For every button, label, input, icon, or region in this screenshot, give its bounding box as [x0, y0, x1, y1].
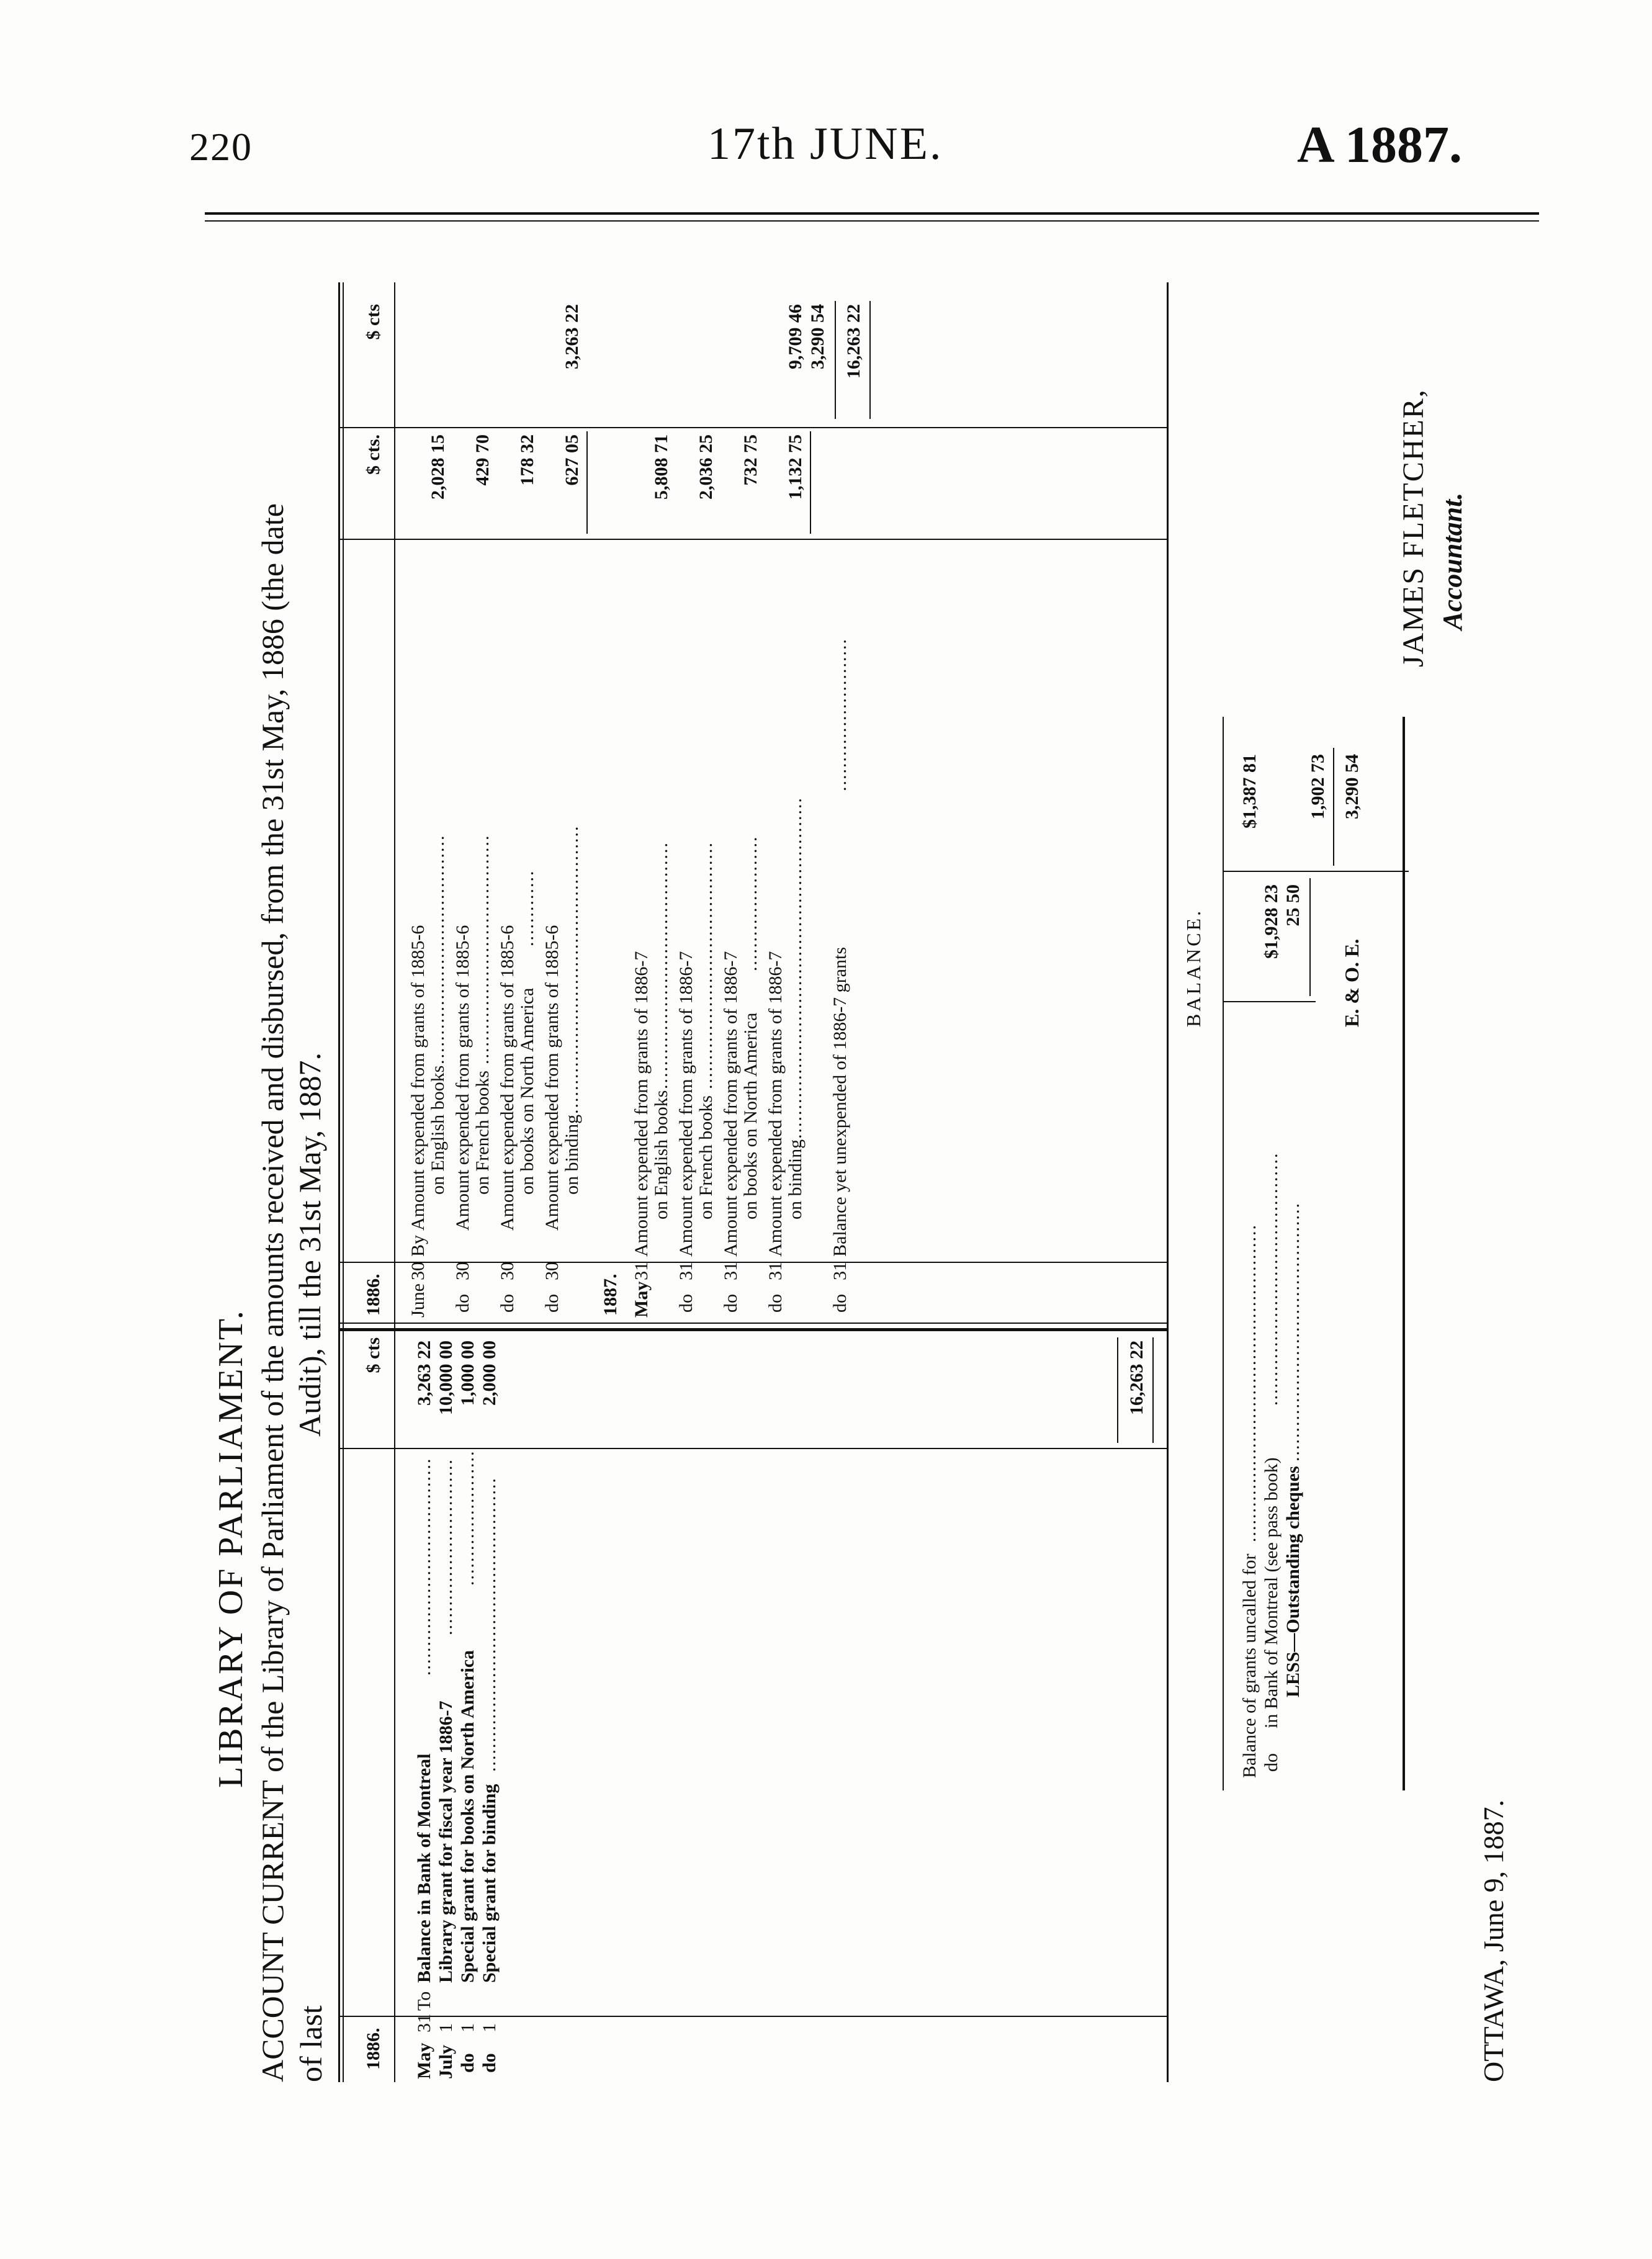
balance-inner-amount: $1,928 23	[1261, 884, 1282, 959]
leader-dots: .............	[517, 869, 537, 946]
row-amount: 1,132 75	[785, 434, 806, 500]
balance-bottom-rule	[1403, 717, 1405, 1790]
disbursements-total: 16,263 22	[843, 304, 864, 379]
center-double-line	[338, 1328, 1167, 1331]
receipts-amount-header: $ cts	[363, 1337, 384, 1373]
row-description: Balance yet unexpended of 1886-7 grants	[830, 947, 850, 1257]
leader-dots: ..........................................................	[785, 797, 806, 1139]
signature-name: JAMES FLETCHER,	[1397, 388, 1430, 667]
row-description: Library grant for fiscal year 1886-7	[436, 1700, 456, 1983]
row-description: Balance in Bank of Montreal	[414, 1753, 434, 1983]
dateline-place: OTTAWA,	[1478, 1959, 1509, 2082]
subtitle-text: of the Library of Parliament of the amounts received and disbursed, from the 31st May, 1886 (the date of last	[255, 503, 328, 2082]
row-day: 1	[436, 2023, 456, 2032]
row-amount: 2,036 25	[696, 434, 716, 500]
row-line2: on binding	[785, 1139, 806, 1219]
row-month: do	[542, 1294, 562, 1313]
session-label: A 1887.	[1297, 116, 1463, 174]
balance-col-line	[1223, 1001, 1316, 1002]
row-month: do	[457, 2053, 478, 2073]
row-day: 31	[765, 1262, 786, 1280]
row-day: 30	[408, 1262, 428, 1280]
account-table	[338, 282, 1170, 2082]
leader-dots: .......................................	[428, 834, 448, 1064]
row-line1: Amount expended from grants of 1885-6	[408, 925, 428, 1231]
row-month: do	[452, 1294, 473, 1313]
balance-label: LESS—Outstanding cheques	[1283, 1466, 1303, 1697]
row-day: 1	[457, 2023, 478, 2032]
row-line2: on French books	[472, 1071, 493, 1195]
balance-col-line	[1223, 871, 1409, 872]
total-rule	[1152, 1337, 1154, 1443]
row-line2: on books on North America	[517, 987, 537, 1195]
row-month: do	[830, 1294, 850, 1313]
subtitle-line2: Audit), till the 31st May, 1887.	[292, 1053, 327, 1437]
row-day: 1	[479, 2023, 500, 2032]
leader-dots: ............................................	[1283, 1202, 1303, 1462]
row-month: July	[436, 2044, 456, 2079]
row-line2: on French books	[696, 1095, 716, 1219]
row-line1: Amount expended from grants of 1885-6	[542, 925, 562, 1231]
page-date: 17th JUNE.	[707, 119, 943, 169]
group1-total: 3,263 22	[562, 304, 582, 369]
balance-table	[1223, 487, 1446, 1790]
subtotal-rule	[810, 431, 811, 534]
balance-title: BALANCE.	[1182, 908, 1205, 1027]
subtitle-lead: ACCOUNT CURRENT	[255, 1780, 290, 2082]
row-amount: 3,290 54	[807, 304, 828, 369]
row-amount: 429 70	[472, 434, 493, 486]
col-line	[338, 427, 1167, 428]
total-rule	[869, 301, 871, 419]
row-amount: 2,028 15	[428, 434, 448, 500]
receipts-year-header: 1886.	[363, 2028, 384, 2070]
leader-dots: ..........................................	[696, 842, 716, 1089]
balance-label: in Bank of Montreal (see pass book)	[1261, 1457, 1282, 1728]
row-line2: on English books	[428, 1065, 448, 1195]
row-line2: on binding	[562, 1114, 582, 1195]
col-line	[338, 2016, 1167, 2017]
leader-dots: ......................................................	[1239, 1224, 1260, 1542]
page-number: 220	[189, 125, 253, 169]
row-month: do	[765, 1294, 786, 1313]
row-day: 30	[452, 1262, 473, 1280]
disbursements-amount-header-1: $ cts.	[363, 434, 384, 475]
row-description: Special grant for books on North America	[457, 1650, 478, 1983]
total-rule	[1117, 1337, 1118, 1443]
row-month: May	[631, 1281, 652, 1318]
center-double-line	[338, 1323, 1167, 1324]
row-day: 31	[414, 2014, 434, 2032]
row-month: do	[497, 1294, 518, 1313]
group2-total: 9,709 46	[785, 304, 806, 369]
balance-inner-amount: 25 50	[1283, 884, 1303, 927]
rotated-account-page	[205, 230, 1539, 2082]
row-line2: on books on North America	[740, 1012, 761, 1219]
row-month: do	[676, 1294, 696, 1313]
total-rule	[835, 301, 836, 419]
dateline	[1477, 1800, 1510, 2082]
leader-dots: ..............................	[436, 1458, 456, 1635]
balance-outer-amount: 1,902 73	[1308, 754, 1328, 819]
leader-dots: .......................................	[472, 834, 493, 1064]
row-day: 31	[721, 1262, 741, 1280]
balance-outer-amount: $1,387 81	[1239, 754, 1260, 829]
row-amount: 627 05	[562, 434, 582, 486]
header-rule	[205, 212, 1539, 215]
total-rule	[1333, 748, 1334, 866]
row-day: 30	[542, 1262, 562, 1280]
row-amount: 178 32	[517, 434, 537, 486]
row-line2: on English books	[651, 1090, 671, 1219]
row-prefix: To	[414, 1991, 434, 2011]
receipts-total: 16,263 22	[1126, 1341, 1147, 1415]
row-amount: 5,808 71	[651, 434, 671, 500]
header-rule-thin	[205, 220, 1539, 222]
leader-dots: ..........................................	[651, 842, 671, 1089]
row-day: 31	[830, 1262, 850, 1280]
table-top-rule-2	[343, 282, 344, 2082]
row-month: June	[408, 1283, 428, 1318]
page-header	[0, 0, 1652, 211]
col-line	[338, 539, 1167, 540]
table-top-rule	[338, 282, 340, 2082]
row-month: do	[721, 1294, 741, 1313]
row-amount: 1,000 00	[457, 1341, 478, 1406]
disbursements-year-header-2: 1887.	[600, 1273, 621, 1316]
leader-dots: ..........................	[830, 638, 850, 791]
row-amount: 3,263 22	[414, 1341, 434, 1406]
row-prefix: By	[408, 1234, 428, 1257]
document-title: LIBRARY OF PARLIAMENT.	[212, 1309, 250, 1788]
balance-top-rule	[1223, 717, 1224, 1790]
leader-dots: .......................	[457, 1450, 478, 1586]
disbursements-year-header: 1886.	[363, 1273, 384, 1316]
row-amount: 10,000 00	[436, 1341, 456, 1415]
row-day: 31	[676, 1262, 696, 1280]
row-day: 31	[631, 1262, 652, 1280]
row-description: Special grant for binding	[479, 1784, 500, 1983]
row-amount: 2,000 00	[479, 1341, 500, 1406]
row-line1: Amount expended from grants of 1885-6	[452, 925, 473, 1231]
leader-dots: .......................	[740, 835, 761, 971]
col-line	[338, 1448, 1167, 1449]
balance-total: 3,290 54	[1342, 754, 1362, 819]
row-day: 30	[497, 1262, 518, 1280]
subtotal-rule	[1309, 878, 1311, 996]
disbursements-amount-header-2: $ cts	[363, 304, 384, 340]
errors-omissions-excepted: E. & O. E.	[1340, 938, 1363, 1027]
row-line1: Amount expended from grants of 1885-6	[497, 925, 518, 1231]
row-month: do	[479, 2053, 500, 2073]
dateline-date: June 9, 1887.	[1478, 1799, 1509, 1952]
leader-dots: ...........................................	[1261, 1152, 1282, 1406]
row-line1: Amount expended from grants of 1886-7	[765, 951, 786, 1257]
leader-dots: .................................................	[562, 825, 582, 1114]
row-line1: Amount expended from grants of 1886-7	[721, 951, 741, 1257]
header-separator	[394, 282, 395, 2082]
subtotal-rule	[586, 431, 588, 534]
signature-role: Accountant.	[1437, 492, 1468, 630]
row-amount: 732 75	[740, 434, 761, 486]
row-line1: Amount expended from grants of 1886-7	[631, 951, 652, 1257]
row-line1: Amount expended from grants of 1886-7	[676, 951, 696, 1257]
balance-label-prefix: do	[1261, 1753, 1282, 1772]
row-month: May	[414, 2042, 434, 2079]
leader-dots: .....................................	[414, 1457, 434, 1676]
table-bottom-rule	[1167, 282, 1169, 2082]
leader-dots: ..................................................	[479, 1477, 500, 1772]
balance-label: Balance of grants uncalled for	[1239, 1553, 1260, 1778]
